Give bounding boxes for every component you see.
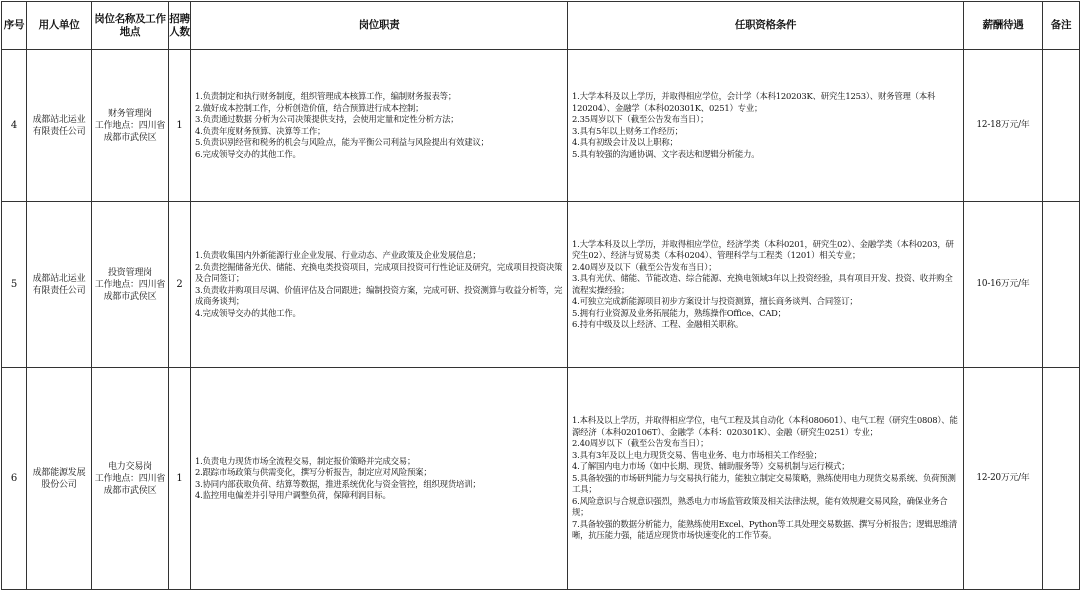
row-no: 4: [2, 50, 27, 202]
requirement-item: 2.40周岁以下（截至公告发布当日）；: [572, 438, 709, 449]
row-no: 5: [2, 202, 27, 368]
header-requirements: 任职资格条件: [568, 2, 964, 50]
duty-item: 5.负责识别经营和税务的机会与风险点，能为平衡公司利益与风险提出有效建议；: [195, 137, 489, 147]
row-post: 投资管理岗 工作地点：四川省成都市武侯区: [92, 202, 169, 368]
row-pay: 12-18万元/年: [964, 50, 1043, 202]
duty-item: 4.监控用电偏差并引导用户调整负荷，保障利润目标。: [195, 490, 391, 500]
requirement-item: 3.具有光伏、储能、节能改造、综合能源、充换电领域3年以上投资经验，具有项目开发、投资、收并购全流程实操经验；: [572, 273, 953, 295]
requirement-item: 1.大学本科及以上学历，并取得相应学位，经济学类（本科0201，研究生02）、金融学类（本科0203，研究生02）、经济与贸易类（本科0204）、管理科学与工程类（1201）相关专业；: [572, 238, 954, 260]
requirement-item: 5.拥有行业资源及业务拓展能力，熟练操作Office、CAD；: [572, 307, 786, 318]
duty-item: 3.协同内部获取负荷、结算等数据，推进系统优化与资金管控，组织现货培训；: [195, 478, 481, 489]
row-count: 2: [169, 202, 191, 368]
duty-item: 4.负责年度财务预算、决算等工作；: [195, 125, 326, 136]
requirement-item: 3.具有5年以上财务工作经历；: [572, 125, 683, 136]
requirement-item: 2.40周岁及以下（截至公告发布当日）；: [572, 261, 717, 272]
row-duties: [191, 50, 568, 202]
requirement-item: 6.持有中级及以上经济、工程、金融相关职称。: [572, 319, 744, 329]
row-count: 1: [169, 368, 191, 590]
requirement-item: 4.可独立完成新能源项目初步方案设计与投资测算，擅长商务谈判、合同签订；: [572, 296, 858, 306]
duty-item: 2.做好成本控制工作，分析创造价值，结合预算进行成本控制；: [195, 102, 424, 113]
duty-item: 1.负责收集国内外新能源行业企业发展、行业动态、产业政策及企业发展信息；: [195, 250, 481, 260]
requirement-item: 5.具备较强的市场研判能力与交易执行能力，能独立制定交易策略，熟练使用电力现货交易系统、负荷预测工具；: [572, 472, 956, 495]
row-count: 1: [169, 50, 191, 202]
duty-item: 2.负责挖掘储备光伏、储能、充换电类投资项目，完成项目投资可行性论证及研究，完成项目投资决策及合同签订；: [195, 261, 563, 283]
header-duties: 岗位职责: [191, 2, 568, 50]
row-no: 6: [2, 368, 27, 590]
duty-item: 4.完成领导交办的其他工作。: [195, 307, 301, 318]
requirement-item: 4.了解国内电力市场（如中长期、现货、辅助服务等）交易机制与运行模式；: [572, 461, 850, 472]
row-post: 电力交易岗 工作地点：四川省成都市武侯区: [92, 368, 169, 590]
row-note: [1043, 368, 1080, 590]
row-post: 财务管理岗 工作地点：四川省成都市武侯区: [92, 50, 169, 202]
duty-item: 3.负责收并购项目尽调、价值评估及合同跟进；编制投资方案，完成可研、投资测算与收益分析等，完成商务谈判；: [195, 284, 563, 306]
header-note: 备注: [1043, 2, 1080, 50]
header-row: [2, 2, 1080, 50]
header-post: 岗位名称及工作地点: [92, 2, 169, 50]
row-note: [1043, 202, 1080, 368]
row-unit: 成都站北运业有限责任公司: [27, 202, 92, 368]
duty-item: 1.负责电力现货市场全流程交易，制定报价策略并完成交易；: [195, 455, 416, 466]
row-duties: [191, 202, 568, 368]
header-unit: 用人单位: [27, 2, 92, 50]
table-row: [2, 368, 1080, 590]
header-no: 序号: [2, 2, 27, 50]
row-unit: 成都站北运业有限责任公司: [27, 50, 92, 202]
duty-item: 1.负责制定和执行财务制度，组织管理成本核算工作，编制财务报表等；: [195, 91, 457, 101]
row-requirements: [568, 368, 964, 590]
row-requirements: [568, 50, 964, 202]
requirement-item: 7.具备较强的数据分析能力，能熟练使用Excel、Python等工具处理交易数据、撰写分析报告；逻辑思维清晰，抗压能力强，能适应现货市场快速变化的工作节奏。: [572, 518, 958, 541]
row-note: [1043, 50, 1080, 202]
requirement-item: 5.具有较强的沟通协调、文字表达和逻辑分析能力。: [572, 148, 760, 159]
row-pay: 12-20万元/年: [964, 368, 1043, 590]
requirement-item: 4.具有初级会计及以上职称；: [572, 137, 678, 147]
row-unit: 成都能源发展股份公司: [27, 368, 92, 590]
row-duties: [191, 368, 568, 590]
recruitment-table: [1, 1, 1080, 590]
requirement-item: 3.具有3年及以上电力现货交易、售电业务、电力市场相关工作经验；: [572, 449, 822, 460]
table-row: [2, 202, 1080, 368]
row-pay: 10-16万元/年: [964, 202, 1043, 368]
requirement-item: 2.35周岁以下（截至公告发布当日）；: [572, 114, 709, 124]
requirement-item: 6.风险意识与合规意识强烈，熟悉电力市场监管政策及相关法律法规，能有效规避交易风险，确保业务合规；: [572, 495, 948, 518]
table-row: [2, 50, 1080, 202]
duty-item: 6.完成领导交办的其他工作。: [195, 148, 301, 159]
requirement-item: 1.本科及以上学历，并取得相应学位，电气工程及其自动化（本科080601）、电气工程（研究生0808）、能源经济（本科020106T）、金融学（本科：020301K）、金融（研究生0251）专业；: [572, 415, 958, 437]
duty-item: 2.跟踪市场政策与供需变化，撰写分析报告，制定应对风险预案；: [195, 467, 432, 477]
row-requirements: [568, 202, 964, 368]
header-count: 招聘人数: [169, 2, 191, 50]
duty-item: 3.负责通过数据 分析为公司决策提供支持，会使用定量和定性分析方法；: [195, 114, 459, 124]
requirement-item: 1.大学本科及以上学历，并取得相应学位，会计学（本科120203K、研究生1253）、财务管理（本科120204）、金融学（本科020301K、0251）专业；: [572, 91, 936, 113]
header-pay: 薪酬待遇: [964, 2, 1043, 50]
